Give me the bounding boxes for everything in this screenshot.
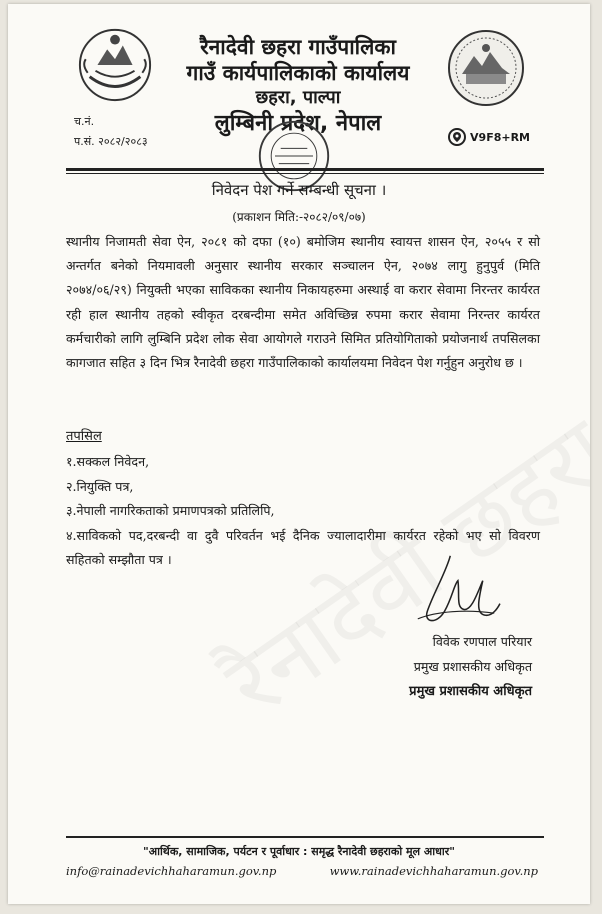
signature-block: [409, 630, 532, 704]
notice-body: स्थानीय निजामती सेवा ऐन, २०८१ को दफा (१०) बमोजिम स्थानीय स्वायत्त शासन ऐन, २०५५ र सो अन्तर्गत बनेको नियमावली अनुसार स्थानीय सरकार सञ्चालन ऐन, २०७४ लागु हुनुपुर्व (मिति २०७४/०६/२९) नियुक्ती भएका साविकका स्थानीय निकायहरुमा अस्थाई वा करार सेवामा निरन्तर कार्यरत रही हाल स्थानीय तहको स्वीकृत दरबन्दीमा समेत अविच्छिन्न रुपमा करार सेवामा निरन्तर कार्यरत कर्मचारीको लागि लुम्बिनि प्रदेश लोक सेवा आयोगले गराउने सिमित प्रतियोगिताको प्रयोजनार्थ तपसिलका कागजात सहित ३ दिन भित्र रैनादेवी छहरा गाउँपालिकाको कार्यालयमा निवेदन पेश गर्नुहुन अनुरोध छ ।: [66, 234, 540, 371]
letter-page: [8, 4, 590, 904]
footer-divider: [66, 836, 544, 838]
office-name: गाउँ कार्यपालिकाको कार्यालय: [186, 61, 410, 85]
chalani-number: च.नं.: [74, 115, 95, 128]
office-address: छहरा, पाल्पा: [255, 87, 341, 108]
notice-subject: निवेदन पेश गर्ने सम्बन्धी सूचना ।: [211, 181, 387, 199]
municipality-name: रैनादेवी छहरा गाउँपालिका: [200, 35, 396, 59]
letter-reference-number: प.सं. २०८२/२०८३: [74, 135, 148, 148]
signature-icon: [408, 552, 504, 638]
attachments-heading: तपसिल: [66, 429, 102, 444]
list-item: २.नियुक्ति पत्र,: [66, 478, 134, 494]
municipality-logo-icon: [446, 28, 526, 108]
publication-date: (प्रकाशन मिति:-२०८२/०९/०७): [232, 210, 366, 224]
header-divider-thin: [66, 173, 544, 174]
header-divider-thick: [66, 168, 544, 171]
plus-code: V9F8+RM: [470, 130, 530, 144]
list-item: ३.नेपाली नागरिकताको प्रमाणपत्रको प्रतिलिपि,: [66, 503, 275, 518]
location-pin-icon: [448, 128, 466, 146]
signatory-name: विवेक रणपाल परियार: [432, 634, 532, 649]
signatory-title: प्रमुख प्रशासकीय अधिकृत: [413, 659, 532, 674]
footer-website: www.rainadevichhaharamun.gov.np: [329, 864, 538, 878]
footer-motto: "आर्थिक, सामाजिक, पर्यटन र पूर्वाधार : समृद्ध रैनादेवी छहराको मूल आधार": [142, 845, 455, 858]
list-item: १.सक्कल निवेदन,: [66, 454, 150, 469]
designation-seal: प्रमुख प्रशासकीय अधिकृत: [409, 684, 532, 699]
province-country: लुम्बिनी प्रदेश, नेपाल: [214, 111, 382, 136]
nepal-emblem-icon: [76, 26, 154, 104]
footer-email: info@rainadevichhaharamun.gov.np: [66, 864, 277, 878]
location-code: [448, 128, 530, 146]
list-item: ४.साविकको पद,दरबन्दी वा दुवै परिवर्तन भई दैनिक ज्यालादारीमा कार्यरत रहेको भए सो विवरण सहितको सम्झौता पत्र ।: [66, 527, 540, 567]
